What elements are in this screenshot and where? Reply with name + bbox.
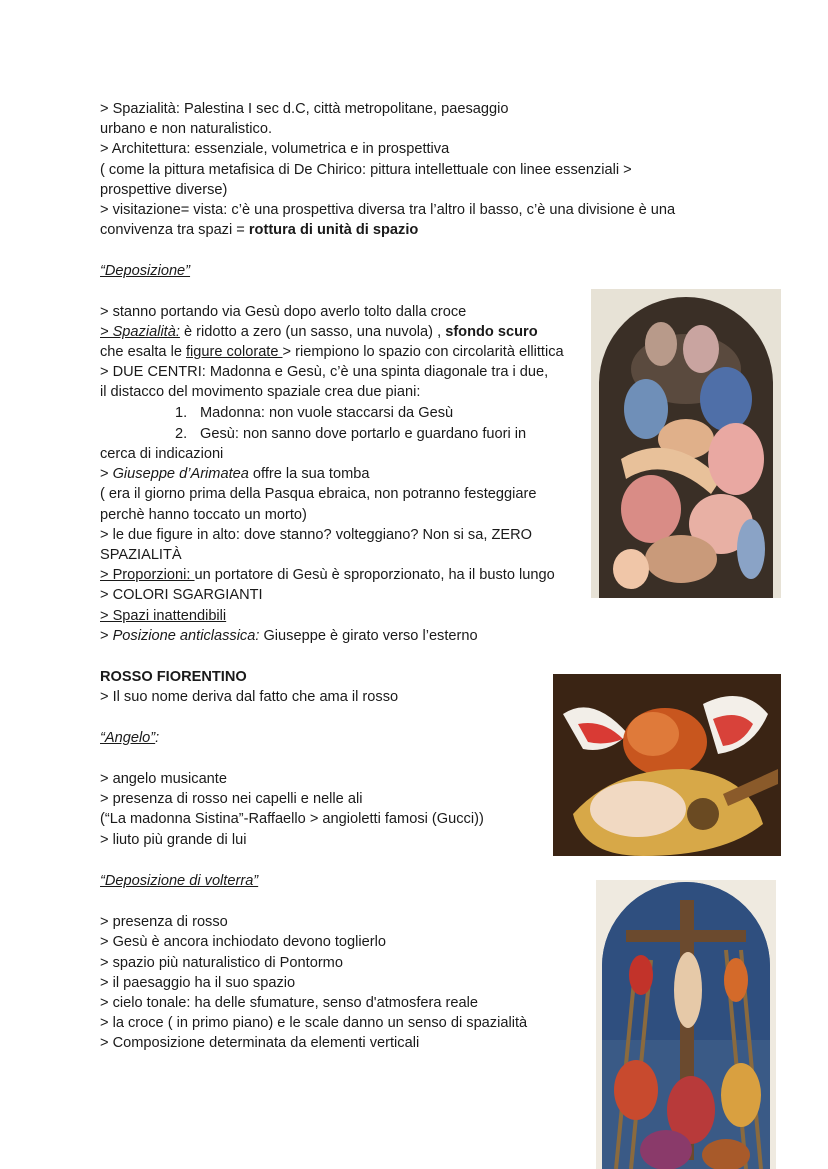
deposizione-line-2 [100, 322, 538, 342]
intro-line-7-bold: rottura di unità di spazio [248, 222, 419, 238]
pontormo-deposizione-image [591, 289, 781, 598]
proporzioni-label: > Proporzioni: [100, 567, 195, 583]
angelo-musicante-image [553, 674, 781, 856]
intro-line-6: > visitazione= vista: c’è una prospettiva diversa tra l’altro il basso, c’è una divisione è una [100, 202, 676, 218]
volterra-title: “Deposizione di volterra” [100, 873, 259, 889]
volterra-line-6: > la croce ( in primo piano) e le scale danno un senso di spazialità [100, 1015, 528, 1031]
intro-line-5: prospettive diverse) [100, 182, 228, 198]
deposizione-line-5: il distacco del movimento spaziale crea due piani: [100, 384, 421, 400]
deposizione-line-3 [100, 342, 564, 362]
angelo-line-2: > presenza di rosso nei capelli e nelle ali [100, 791, 363, 807]
spazialita-label: > Spazialità: [100, 324, 180, 340]
deposizione-title: “Deposizione” [100, 263, 191, 279]
deposizione-line-17 [100, 626, 478, 646]
volterra-deposizione-painting [596, 880, 776, 1169]
angelo-line-4: > liuto più grande di lui [100, 832, 247, 848]
angelo-musicante-painting [553, 674, 781, 856]
volterra-line-1: > presenza di rosso [100, 914, 228, 930]
spazialita-text: è ridotto a zero (un sasso, una nuvola) , [179, 324, 446, 340]
intro-line-1: > Spazialità: Palestina I sec d.C, città metropolitane, paesaggio [100, 101, 509, 117]
angelo-title-text: “Angelo” [100, 730, 156, 746]
line-3-start: che esalta le [100, 344, 186, 360]
angelo-line-1: > angelo musicante [100, 771, 227, 787]
deposizione-line-4: > DUE CENTRI: Madonna e Gesù, c’è una spinta diagonale tra i due, [100, 364, 549, 380]
line-9-end: offre la sua tomba [248, 466, 370, 482]
line-17-end: Giuseppe è girato verso l’esterno [259, 628, 478, 644]
rosso-line-1: > Il suo nome deriva dal fatto che ama il rosso [100, 689, 399, 705]
figure-colorate-underlined: figure colorate [186, 344, 283, 360]
intro-line-4: ( come la pittura metafisica di De Chirico: pittura intellettuale con linee essenziali > [100, 162, 632, 178]
giuseppe-italic: Giuseppe d’Arimatea [112, 466, 249, 482]
intro-line-7 [100, 220, 418, 240]
intro-line-7-text: convivenza tra spazi = [100, 222, 249, 238]
proporzioni-text: un portatore di Gesù è sproporzionato, ha il busto lungo [194, 567, 555, 583]
angelo-line-3: (“La madonna Sistina”-Raffaello > angioletti famosi (Gucci)) [100, 811, 484, 827]
volterra-line-4: > il paesaggio ha il suo spazio [100, 975, 296, 991]
list-item-1: Madonna: non vuole staccarsi da Gesù [200, 405, 454, 421]
deposizione-line-14 [100, 565, 555, 585]
intro-line-3: > Architettura: essenziale, volumetrica e in prospettiva [100, 141, 450, 157]
volterra-line-3: > spazio più naturalistico di Pontormo [100, 955, 343, 971]
deposizione-line-15: > COLORI SGARGIANTI [100, 587, 263, 603]
line-3-end: > riempiono lo spazio con circolarità ellittica [282, 344, 564, 360]
deposizione-line-13: SPAZIALITÀ [100, 547, 182, 563]
angelo-colon: : [155, 730, 160, 746]
intro-line-2: urbano e non naturalistico. [100, 121, 272, 137]
list-number-1: 1. [175, 405, 188, 421]
sfondo-scuro-bold: sfondo scuro [445, 324, 538, 340]
deposizione-line-10: ( era il giorno prima della Pasqua ebraica, non potranno festeggiare [100, 486, 537, 502]
deposizione-line-12: > le due figure in alto: dove stanno? volteggiano? Non si sa, ZERO [100, 527, 532, 543]
list-item-2: Gesù: non sanno dove portarlo e guardano fuori in [200, 426, 527, 442]
rosso-heading: ROSSO FIORENTINO [100, 669, 247, 685]
deposizione-line-8: cerca di indicazioni [100, 446, 224, 462]
volterra-line-2: > Gesù è ancora inchiodato devono toglierlo [100, 934, 386, 950]
list-number-2: 2. [175, 426, 188, 442]
deposizione-line-9 [100, 464, 369, 484]
volterra-line-7: > Composizione determinata da elementi verticali [100, 1035, 420, 1051]
deposizione-line-1: > stanno portando via Gesù dopo averlo tolto dalla croce [100, 304, 467, 320]
angelo-title [100, 728, 159, 748]
pontormo-deposizione-painting [591, 289, 781, 598]
line-17-prefix: > [100, 628, 113, 644]
posizione-italic: Posizione anticlassica: [112, 628, 260, 644]
deposizione-line-16: > Spazi inattendibili [100, 608, 227, 624]
volterra-deposizione-image [596, 880, 776, 1169]
line-9-prefix: > [100, 466, 113, 482]
volterra-line-5: > cielo tonale: ha delle sfumature, senso d'atmosfera reale [100, 995, 478, 1011]
deposizione-line-11: perchè hanno toccato un morto) [100, 507, 307, 523]
